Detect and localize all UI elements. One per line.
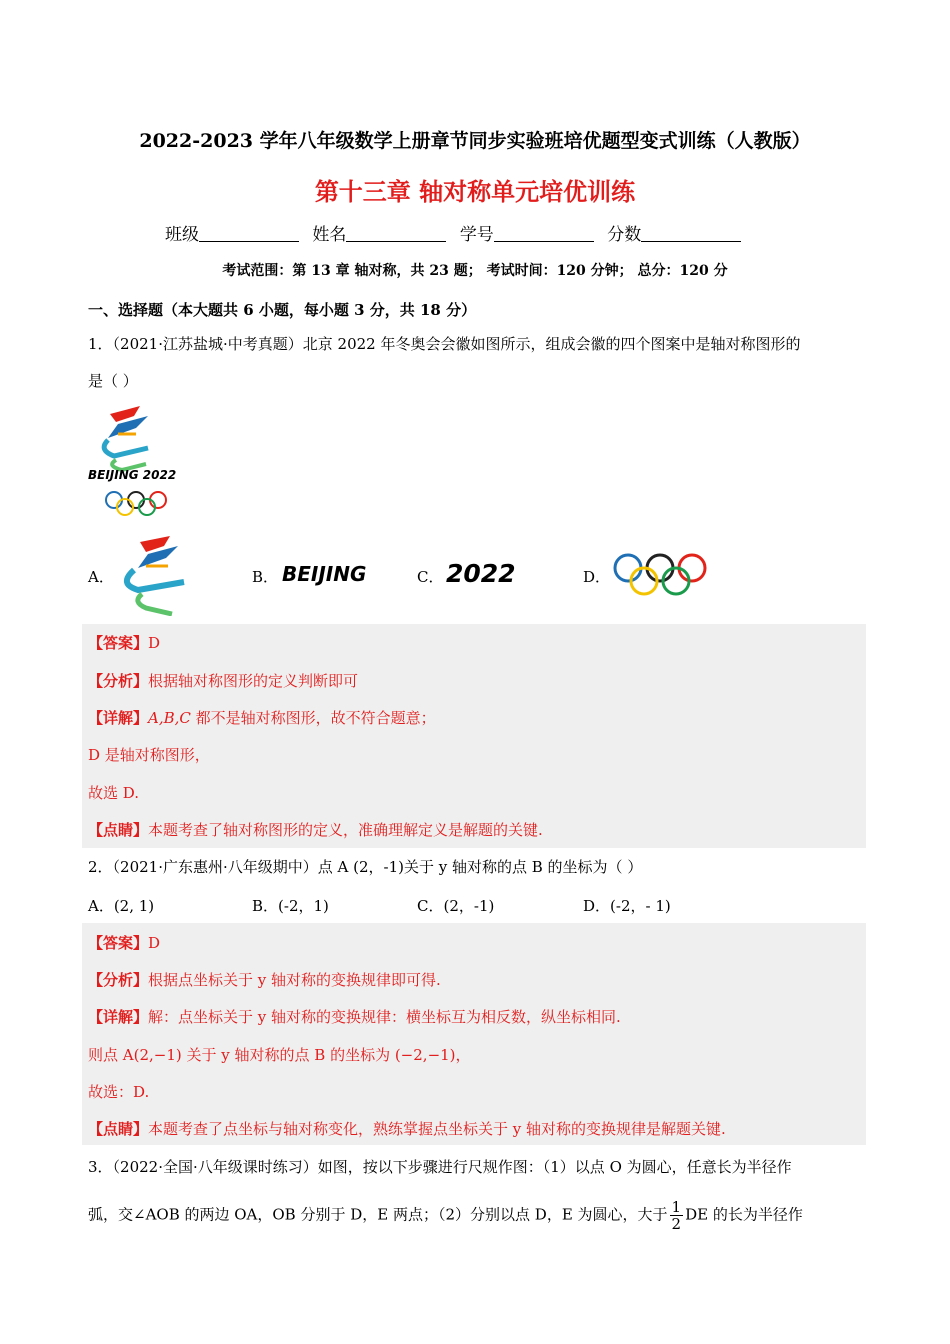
q1-comment-line: 【点睛】本题考查了轴对称图形的定义，准确理解定义是解题的关键. — [88, 821, 543, 839]
q1-option-c-label: C． — [417, 568, 444, 586]
field-class-label: 班级 — [165, 225, 199, 245]
exam-scope: 考试范围：第 13 章 轴对称，共 23 题； 考试时间：120 分钟； 总分：120 分 — [222, 263, 728, 279]
q2-stem: 2．（2021·广东惠州·八年级期中）点 A (2，-1)关于 y 轴对称的点 B 的坐标为（ ） — [88, 858, 643, 876]
q1-option-d-label: D． — [583, 568, 611, 586]
q1-stem-line1: 1．（2021·江苏盐城·中考真题）北京 2022 年冬奥会会徽如图所示，组成会徽的四个图案中是轴对称图形的 — [88, 335, 801, 353]
q1-detail-line3: 故选 D. — [88, 784, 140, 802]
q2-analysis-line: 【分析】根据点坐标关于 y 轴对称的变换规律即可得. — [88, 971, 441, 989]
q3-fraction: $\frac{1}{2}$ — [671, 1198, 682, 1233]
q1-answer-box — [82, 624, 866, 848]
document-title: 2022-2023 学年八年级数学上册章节同步实验班培优题型变式训练（人教版） — [139, 130, 811, 152]
field-name-blank — [346, 225, 446, 242]
olympic-emblem-figure — [88, 404, 188, 522]
q1-option-a-label: A． — [88, 568, 114, 586]
q1-stem-line2: 是（ ） — [88, 372, 138, 390]
q1-answer-line: 【答案】D — [88, 634, 161, 652]
q1-detail-line2: D 是轴对称图形， — [88, 746, 210, 764]
q1-analysis-line: 【分析】根据轴对称图形的定义判断即可 — [88, 672, 359, 690]
emblem-rings — [104, 490, 170, 518]
q2-option-d: D．(-2，- 1) — [583, 897, 671, 915]
emblem-text: BEIJING 2022 — [88, 468, 177, 482]
field-name-label: 姓名 — [312, 225, 347, 245]
student-info-fields — [165, 220, 749, 245]
q1-option-a-graphic — [112, 536, 196, 616]
section-title: 一、选择题（本大题共 6 小题，每小题 3 分，共 18 分） — [88, 301, 477, 319]
q1-option-b-label: B． — [252, 568, 279, 586]
q2-answer-box — [82, 923, 866, 1145]
q2-comment-line: 【点睛】本题考查了点坐标与轴对称变化，熟练掌握点坐标关于 y 轴对称的变换规律是解题关键. — [88, 1120, 726, 1138]
q2-detail-line2: 则点 A(2,−1) 关于 y 轴对称的点 B 的坐标为 (−2,−1)， — [88, 1046, 471, 1064]
field-score-blank — [641, 225, 741, 242]
q1-option-c-graphic: 2022 — [446, 559, 516, 588]
q1-option-d-rings — [612, 552, 708, 598]
q2-detail-line3: 故选：D. — [88, 1083, 150, 1101]
q3-stem-line2: 弧，交∠AOB 的两边 OA，OB 分别于 D，E 两点；（2）分别以点 D，E 为圆心，大于 $\frac{1}{2}$ DE 的长为半径作 — [88, 1198, 803, 1233]
q2-option-c: C．(2，-1) — [417, 897, 495, 915]
q1-detail-line: 【详解】A,B,C 都不是轴对称图形，故不符合题意； — [88, 709, 436, 727]
chapter-title: 第十三章 轴对称单元培优训练 — [314, 177, 636, 206]
q1-option-b-graphic: BEIJING — [282, 562, 367, 586]
field-score-label: 分数 — [607, 225, 642, 245]
field-number-blank — [494, 225, 594, 242]
q2-detail-line: 【详解】解：点坐标关于 y 轴对称的变换规律：横坐标互为相反数，纵坐标相同. — [88, 1008, 621, 1026]
q2-answer-line: 【答案】D — [88, 934, 161, 952]
field-class-blank — [199, 225, 299, 242]
field-number-label: 学号 — [459, 225, 494, 245]
q2-option-a: A．(2, 1) — [88, 897, 155, 915]
q3-stem-line1: 3．（2022·全国·八年级课时练习）如图，按以下步骤进行尺规作图：（1）以点 O 为圆心，任意长为半径作 — [88, 1158, 792, 1176]
q2-option-b: B．(-2，1) — [252, 897, 329, 915]
